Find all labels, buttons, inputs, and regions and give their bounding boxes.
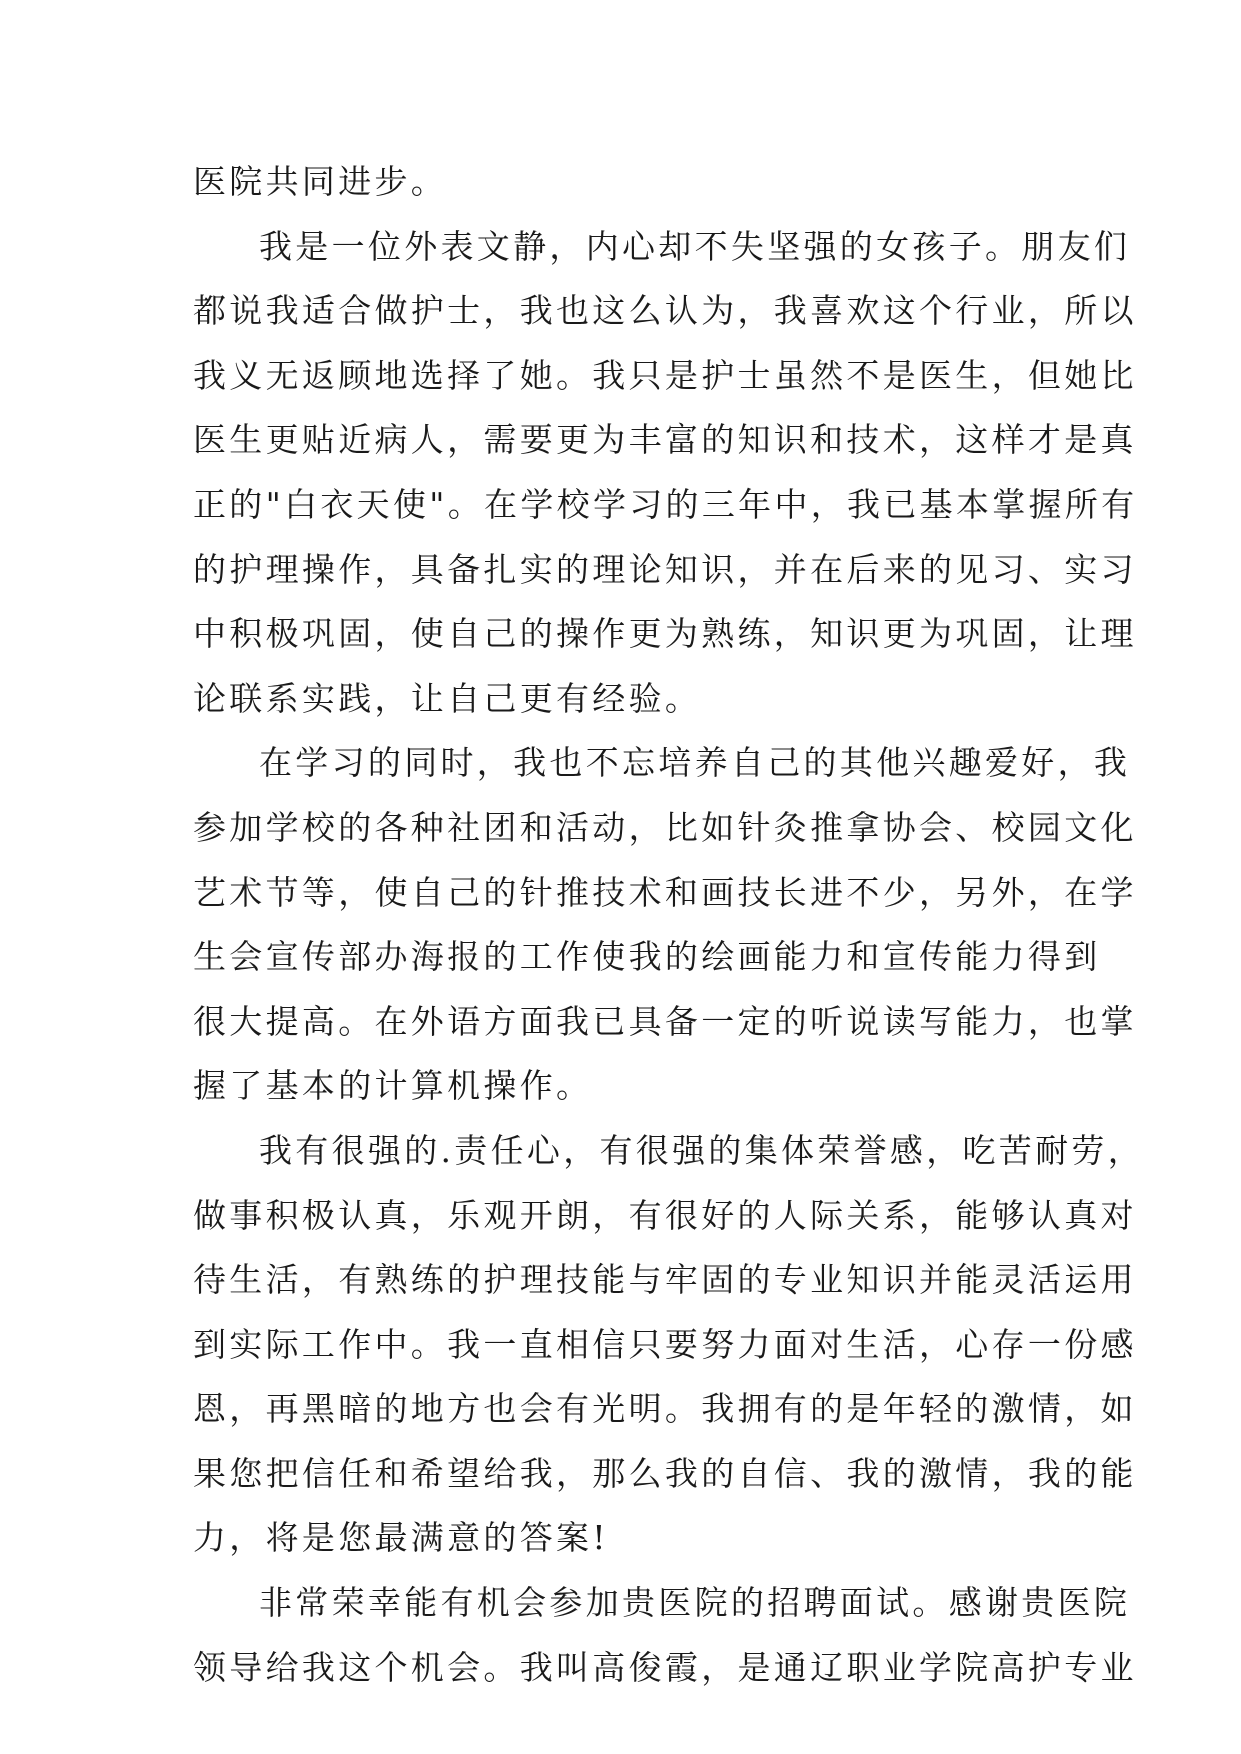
text-line: 论联系实践，让自己更有经验。	[193, 678, 702, 718]
text-line: 待生活，有熟练的护理技能与牢固的专业知识并能灵活运用	[193, 1260, 1137, 1300]
text-line: 的护理操作，具备扎实的理论知识，并在后来的见习、实习	[193, 549, 1137, 589]
text-line: 领导给我这个机会。我叫高俊霞，是通辽职业学院高护专业	[193, 1647, 1137, 1687]
text-line: 正的"白衣天使"。在学校学习的三年中，我已基本掌握所有	[193, 484, 1138, 524]
paragraph-start-line: 我有很强的.责任心，有很强的集体荣誉感，吃苦耐劳，	[259, 1130, 1144, 1170]
text-line: 医生更贴近病人，需要更为丰富的知识和技术，这样才是真	[193, 420, 1137, 460]
text-line: 做事积极认真，乐观开朗，有很好的人际关系，能够认真对	[193, 1195, 1137, 1235]
text-line: 力，将是您最满意的答案!	[193, 1518, 609, 1558]
text-line: 参加学校的各种社团和活动，比如针灸推拿协会、校园文化	[193, 807, 1137, 847]
text-line: 很大提高。在外语方面我已具备一定的听说读写能力，也掌	[193, 1001, 1137, 1041]
text-line: 艺术节等，使自己的针推技术和画技长进不少，另外，在学	[193, 872, 1137, 912]
text-line: 握了基本的计算机操作。	[193, 1066, 593, 1106]
text-line: 中积极巩固，使自己的操作更为熟练，知识更为巩固，让理	[193, 614, 1137, 654]
text-line: 到实际工作中。我一直相信只要努力面对生活，心存一份感	[193, 1324, 1137, 1364]
text-line: 都说我适合做护士，我也这么认为，我喜欢这个行业，所以	[193, 291, 1137, 331]
paragraph-start-line: 我是一位外表文静，内心却不失坚强的女孩子。朋友们	[259, 226, 1131, 266]
text-line: 医院共同进步。	[193, 162, 448, 201]
text-line: 果您把信任和希望给我，那么我的自信、我的激情，我的能	[193, 1453, 1137, 1493]
body-text	[193, 150, 1144, 1700]
text-line: 生会宣传部办海报的工作使我的绘画能力和宣传能力得到	[193, 937, 1101, 977]
text-line: 我义无返顾地选择了她。我只是护士虽然不是医生，但她比	[193, 355, 1137, 395]
paragraph-start-line: 在学习的同时，我也不忘培养自己的其他兴趣爱好，我	[259, 743, 1131, 783]
text-line: 恩，再黑暗的地方也会有光明。我拥有的是年轻的激情，如	[193, 1389, 1137, 1429]
paragraph-start-line: 非常荣幸能有机会参加贵医院的招聘面试。感谢贵医院	[259, 1583, 1131, 1623]
